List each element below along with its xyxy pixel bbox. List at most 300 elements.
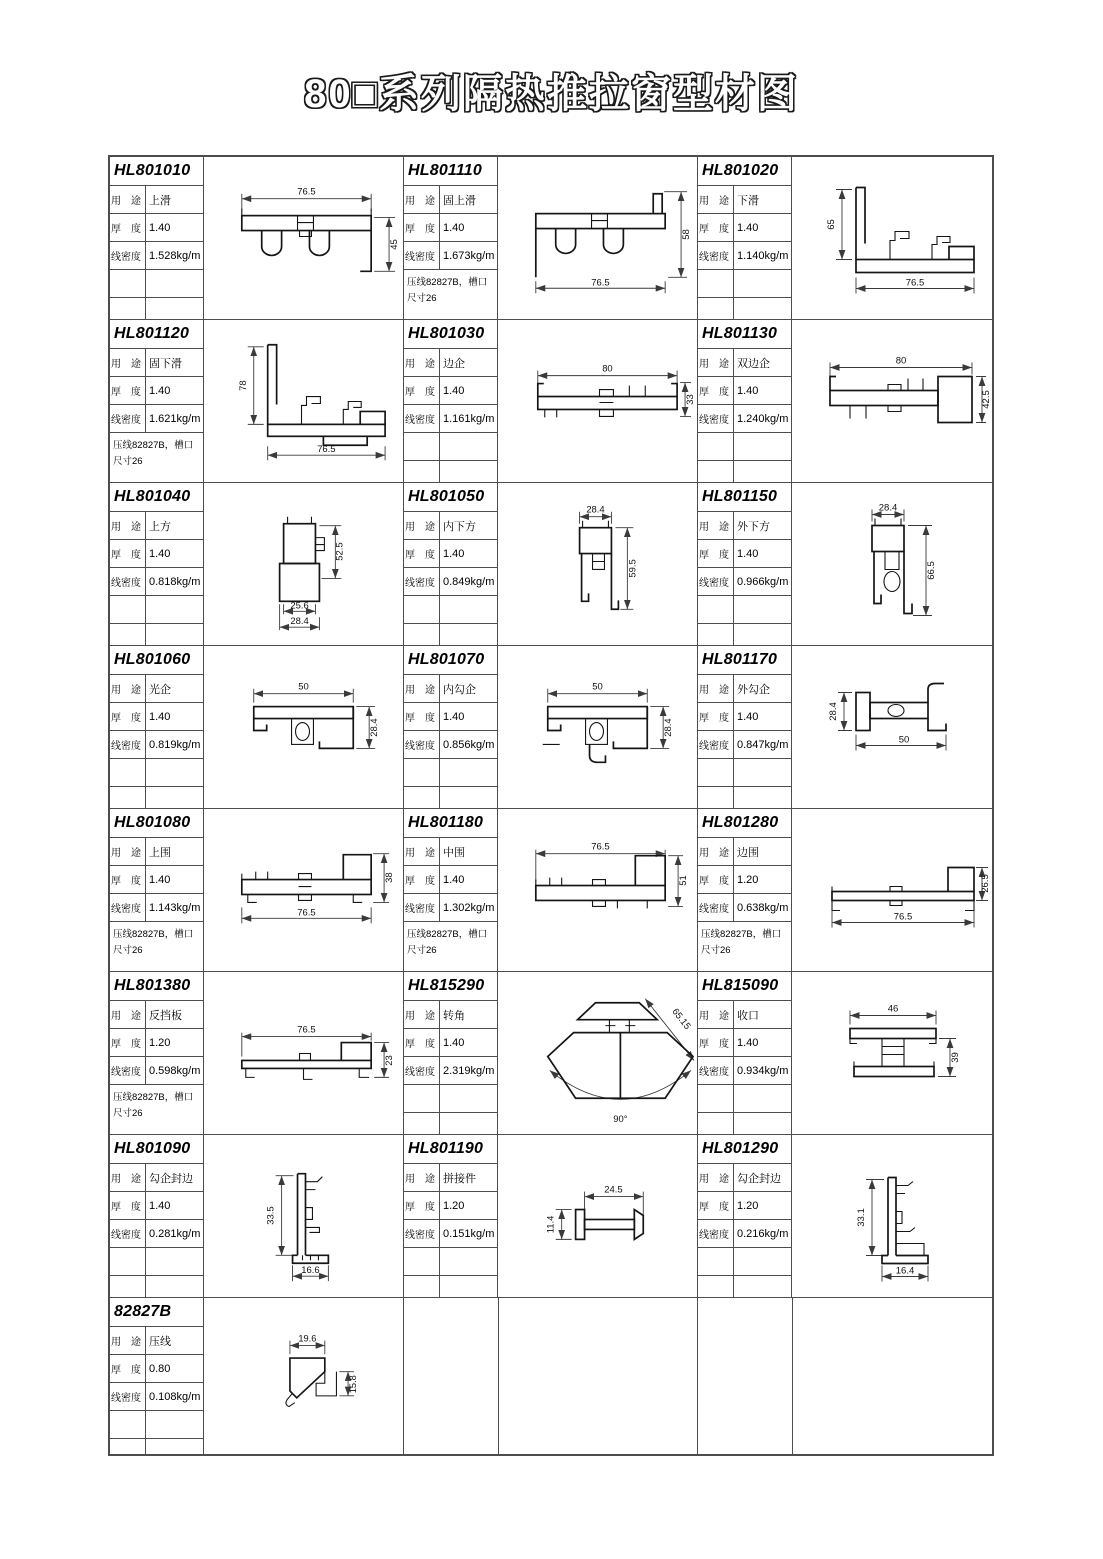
profile-code: HL801180 — [404, 809, 497, 838]
density-value: 1.143kg/m — [149, 901, 201, 914]
profile-shape — [536, 856, 665, 909]
profile-cell — [110, 972, 404, 1135]
empty-row — [698, 1276, 791, 1297]
profile-shape — [254, 707, 354, 749]
empty-table-outline — [698, 1298, 793, 1454]
drawing-area — [792, 483, 992, 645]
profile-drawing — [498, 157, 697, 319]
thickness-value: 1.40 — [737, 547, 759, 560]
profile-code: HL801010 — [110, 157, 203, 186]
use-value: 固上滑 — [443, 194, 476, 207]
thickness-value: 1.40 — [149, 1199, 171, 1212]
use-value: 上方 — [149, 520, 171, 533]
use-label: 用 途 — [698, 1164, 734, 1191]
use-value: 拼接件 — [443, 1172, 476, 1185]
dim-label: 76.5 — [317, 444, 336, 456]
use-value: 上滑 — [149, 194, 171, 207]
empty-row — [698, 1248, 791, 1276]
density-value: 0.216kg/m — [737, 1227, 789, 1240]
use-label: 用 途 — [404, 1001, 440, 1028]
profile-cell — [110, 1298, 404, 1454]
profile-shape — [832, 868, 974, 911]
use-label: 用 途 — [698, 1001, 734, 1028]
density-value: 1.621kg/m — [149, 412, 201, 425]
use-value: 勾企封边 — [149, 1172, 193, 1185]
profile-cell — [698, 809, 992, 972]
profile-drawing — [792, 809, 992, 971]
profile-code: HL801170 — [698, 646, 791, 675]
profile-drawing — [498, 972, 697, 1134]
dim-label: 25.6 — [290, 600, 309, 612]
profile-shape — [882, 1178, 928, 1264]
note-text: 压线82827B，槽口尺寸26 — [113, 440, 194, 468]
dim-label: 50 — [298, 681, 309, 693]
empty-row — [404, 759, 497, 787]
density-value: 0.819kg/m — [149, 738, 201, 751]
density-label: 线密度 — [110, 242, 146, 269]
profile-drawing — [498, 809, 697, 971]
profile-cell — [404, 809, 698, 972]
drawing-area — [498, 320, 697, 482]
empty-row — [404, 1085, 497, 1113]
profile-shape — [268, 345, 385, 445]
use-value: 内勾企 — [443, 683, 476, 696]
dim-label: 28.4 — [290, 616, 309, 628]
dimension-lines — [548, 682, 674, 749]
dim-label: 76.5 — [297, 907, 316, 919]
dim-label: 15.8 — [347, 1375, 358, 1394]
spec-table — [698, 157, 792, 319]
empty-cell — [404, 1298, 698, 1454]
profile-shape — [242, 209, 371, 272]
use-label: 用 途 — [110, 1327, 146, 1354]
thickness-label: 厚 度 — [698, 214, 734, 241]
profile-code: HL801380 — [110, 972, 203, 1001]
spec-table — [404, 809, 498, 971]
profile-drawing — [498, 1135, 697, 1297]
dimension-lines — [238, 347, 385, 460]
dim-label: 28.4 — [663, 718, 675, 737]
spec-table — [110, 1298, 204, 1454]
use-label: 用 途 — [110, 1001, 146, 1028]
profile-code: HL801040 — [110, 483, 203, 512]
profile-cell — [110, 1135, 404, 1298]
profile-drawing — [792, 483, 992, 645]
density-value: 1.140kg/m — [737, 249, 789, 262]
use-label: 用 途 — [110, 838, 146, 865]
use-value: 反挡板 — [149, 1009, 182, 1022]
density-label: 线密度 — [698, 731, 734, 758]
empty-row — [698, 461, 791, 482]
empty-row — [110, 596, 203, 624]
profile-cell — [110, 320, 404, 483]
drawing-area — [792, 972, 992, 1134]
profile-code: HL801080 — [110, 809, 203, 838]
note-text: 压线82827B，槽口尺寸26 — [701, 929, 782, 957]
empty-row — [110, 270, 203, 298]
dim-label: 45 — [389, 239, 401, 250]
profile-drawing — [498, 320, 697, 482]
dimension-lines — [280, 526, 346, 630]
dim-label: 76.5 — [591, 277, 610, 289]
profile-drawing — [204, 809, 403, 971]
dimension-lines — [550, 999, 694, 1125]
dimension-lines — [832, 868, 991, 928]
density-value: 0.281kg/m — [149, 1227, 201, 1240]
thickness-label: 厚 度 — [698, 1192, 734, 1219]
density-value: 0.934kg/m — [737, 1064, 789, 1077]
profile-shape — [850, 1029, 936, 1077]
drawing-area — [498, 483, 697, 645]
profile-cell — [404, 157, 698, 320]
empty-row — [404, 1276, 497, 1297]
spec-table — [404, 157, 498, 319]
profile-shape — [830, 377, 972, 423]
density-value: 0.966kg/m — [737, 575, 789, 588]
profile-drawing — [204, 1135, 403, 1297]
dimension-lines — [242, 187, 400, 272]
density-label: 线密度 — [404, 405, 440, 432]
use-value: 上围 — [149, 846, 171, 859]
profile-cell — [404, 483, 698, 646]
profile-code: HL801130 — [698, 320, 791, 349]
use-value: 收口 — [737, 1009, 759, 1022]
density-label: 线密度 — [110, 1383, 146, 1410]
empty-row — [110, 624, 203, 645]
thickness-value: 1.20 — [737, 873, 759, 886]
profile-code: HL815290 — [404, 972, 497, 1001]
use-value: 光企 — [149, 683, 171, 696]
profile-code: HL801060 — [110, 646, 203, 675]
thickness-value: 1.20 — [149, 1036, 171, 1049]
empty-row — [698, 1085, 791, 1113]
spec-table — [110, 320, 204, 482]
empty-row — [110, 787, 203, 808]
dim-label: 39 — [950, 1052, 961, 1063]
use-label: 用 途 — [698, 838, 734, 865]
drawing-area — [498, 1135, 697, 1297]
thickness-value: 1.40 — [443, 710, 465, 723]
dimension-lines — [538, 364, 696, 417]
use-value: 边企 — [443, 357, 465, 370]
density-label: 线密度 — [698, 405, 734, 432]
empty-row — [110, 1276, 203, 1297]
thickness-label: 厚 度 — [110, 540, 146, 567]
thickness-label: 厚 度 — [404, 214, 440, 241]
density-label: 线密度 — [404, 1057, 440, 1084]
thickness-value: 1.40 — [443, 547, 465, 560]
spec-table — [698, 809, 792, 971]
empty-row — [698, 787, 791, 808]
profile-shape — [580, 521, 619, 610]
spec-table — [110, 1135, 204, 1297]
dim-label: 19.6 — [298, 1333, 317, 1344]
spec-table — [404, 646, 498, 808]
density-value: 0.151kg/m — [443, 1227, 495, 1240]
use-value: 压线 — [149, 1335, 171, 1348]
density-value: 1.302kg/m — [443, 901, 495, 914]
profile-shape — [576, 1210, 644, 1240]
use-label: 用 途 — [698, 349, 734, 376]
profile-shape — [536, 194, 665, 278]
empty-row — [110, 1411, 203, 1439]
thickness-value: 1.40 — [149, 710, 171, 723]
dim-label: 33.5 — [265, 1206, 277, 1225]
empty-row — [404, 787, 497, 808]
profile-shape — [293, 1174, 329, 1264]
spec-table — [110, 646, 204, 808]
spec-table — [404, 320, 498, 482]
dimension-lines — [242, 1025, 395, 1078]
spec-table — [404, 972, 498, 1134]
empty-row — [698, 298, 791, 319]
dim-label: 28.4 — [878, 502, 898, 514]
profile-shape — [280, 517, 325, 602]
thickness-value: 1.20 — [443, 1199, 465, 1212]
thickness-value: 1.20 — [737, 1199, 759, 1212]
empty-row — [110, 759, 203, 787]
density-value: 0.849kg/m — [443, 575, 495, 588]
density-value: 0.108kg/m — [149, 1390, 201, 1403]
dim-label: 50 — [592, 681, 603, 693]
profile-grid — [108, 155, 994, 1456]
profile-shape — [856, 684, 946, 731]
density-label: 线密度 — [698, 1057, 734, 1084]
thickness-value: 1.40 — [443, 221, 465, 234]
density-label: 线密度 — [698, 242, 734, 269]
empty-row — [404, 1113, 497, 1134]
profile-code: HL801120 — [110, 320, 203, 349]
profile-code: HL815090 — [698, 972, 791, 1001]
density-value: 1.528kg/m — [149, 249, 201, 262]
note-text: 压线82827B，槽口尺寸26 — [113, 929, 194, 957]
density-label: 线密度 — [110, 1057, 146, 1084]
profile-drawing — [498, 646, 697, 808]
dimension-lines — [536, 192, 692, 293]
density-label: 线密度 — [404, 731, 440, 758]
profile-code: HL801050 — [404, 483, 497, 512]
density-value: 1.161kg/m — [443, 412, 495, 425]
profile-cell — [110, 809, 404, 972]
spec-table — [110, 809, 204, 971]
empty-row — [698, 1113, 791, 1134]
profile-cell — [404, 1135, 698, 1298]
use-label: 用 途 — [110, 675, 146, 702]
dim-label: 58 — [681, 229, 693, 240]
profile-cell — [698, 483, 992, 646]
dim-label: 66.5 — [926, 561, 937, 580]
profile-cell — [698, 646, 992, 809]
thickness-label: 厚 度 — [110, 1355, 146, 1382]
empty-cell — [698, 1298, 992, 1454]
drawing-area — [792, 646, 992, 808]
dim-label: 16.6 — [301, 1265, 320, 1277]
dim-label: 90° — [613, 1114, 628, 1126]
profile-code: HL801150 — [698, 483, 791, 512]
density-label: 线密度 — [698, 568, 734, 595]
profile-cell — [110, 646, 404, 809]
thickness-value: 1.40 — [737, 710, 759, 723]
thickness-value: 1.40 — [443, 1036, 465, 1049]
drawing-area — [498, 646, 697, 808]
drawing-area — [204, 1135, 403, 1297]
use-label: 用 途 — [110, 349, 146, 376]
drawing-area — [498, 157, 697, 319]
thickness-label: 厚 度 — [404, 1029, 440, 1056]
dim-label: 65 — [826, 219, 837, 230]
spec-table — [698, 1135, 792, 1297]
density-label: 线密度 — [404, 1220, 440, 1247]
empty-row — [110, 298, 203, 319]
empty-row — [698, 624, 791, 645]
use-label: 用 途 — [404, 186, 440, 213]
dimension-lines — [546, 1185, 644, 1240]
profile-drawing — [204, 320, 403, 482]
use-label: 用 途 — [698, 512, 734, 539]
dim-label: 80 — [602, 363, 613, 375]
thickness-label: 厚 度 — [404, 540, 440, 567]
profile-cell — [110, 157, 404, 320]
empty-row — [404, 624, 497, 645]
empty-row — [404, 433, 497, 461]
use-value: 转角 — [443, 1009, 465, 1022]
use-label: 用 途 — [404, 838, 440, 865]
use-label: 用 途 — [110, 512, 146, 539]
profile-cell — [404, 320, 698, 483]
drawing-area — [792, 320, 992, 482]
thickness-value: 1.40 — [149, 873, 171, 886]
drawing-area — [204, 483, 403, 645]
dimension-lines — [536, 842, 689, 907]
profile-shape — [242, 855, 371, 903]
drawing-area — [792, 809, 992, 971]
use-label: 用 途 — [404, 349, 440, 376]
drawing-area — [792, 157, 992, 319]
dim-label: 51 — [678, 875, 690, 886]
dim-label: 26.5 — [980, 874, 991, 893]
empty-row — [698, 433, 791, 461]
drawing-area — [204, 157, 403, 319]
spec-table — [698, 320, 792, 482]
dim-label: 38 — [384, 872, 396, 883]
density-value: 0.847kg/m — [737, 738, 789, 751]
dimension-lines — [850, 1004, 961, 1077]
profile-code: HL801030 — [404, 320, 497, 349]
density-value: 0.818kg/m — [149, 575, 201, 588]
dim-label: 33.1 — [856, 1208, 867, 1227]
note-text: 压线82827B，槽口尺寸26 — [407, 277, 488, 305]
density-value: 0.638kg/m — [737, 901, 789, 914]
dim-label: 65.15 — [669, 1006, 693, 1032]
dim-label: 11.4 — [545, 1215, 557, 1234]
profile-drawing — [204, 972, 403, 1134]
dim-label: 23 — [384, 1055, 396, 1066]
empty-row — [110, 1439, 203, 1454]
dim-label: 76.5 — [591, 841, 610, 853]
profile-drawing — [792, 1135, 992, 1297]
density-label: 线密度 — [110, 1220, 146, 1247]
dim-label: 78 — [237, 380, 249, 391]
thickness-label: 厚 度 — [698, 703, 734, 730]
profile-drawing — [792, 972, 992, 1134]
dimension-lines — [290, 1334, 358, 1396]
dim-label: 16.4 — [895, 1265, 915, 1277]
density-label: 线密度 — [404, 894, 440, 921]
thickness-label: 厚 度 — [698, 540, 734, 567]
profile-drawing — [498, 483, 697, 645]
profile-drawing — [204, 483, 403, 645]
profile-cell — [698, 972, 992, 1135]
use-value: 外勾企 — [737, 683, 770, 696]
drawing-area — [204, 1298, 403, 1454]
thickness-value: 1.40 — [149, 384, 171, 397]
use-label: 用 途 — [110, 1164, 146, 1191]
drawing-area — [204, 972, 403, 1134]
use-value: 勾企封边 — [737, 1172, 781, 1185]
thickness-label: 厚 度 — [404, 866, 440, 893]
empty-row — [404, 596, 497, 624]
thickness-value: 1.40 — [443, 384, 465, 397]
spec-table — [404, 1135, 498, 1297]
dimension-lines — [826, 190, 974, 294]
page-title: 80□系列隔热推拉窗型材图 — [304, 72, 799, 116]
profile-cell — [698, 157, 992, 320]
dim-label: 42.5 — [981, 390, 992, 409]
empty-row — [698, 270, 791, 298]
density-label: 线密度 — [110, 894, 146, 921]
density-value: 0.856kg/m — [443, 738, 495, 751]
thickness-label: 厚 度 — [698, 1029, 734, 1056]
profile-drawing — [204, 1298, 403, 1454]
profile-code: 82827B — [110, 1298, 203, 1327]
profile-drawing — [204, 646, 403, 808]
thickness-label: 厚 度 — [698, 377, 734, 404]
use-value: 固下滑 — [149, 357, 182, 370]
density-value: 1.673kg/m — [443, 249, 495, 262]
drawing-area — [204, 646, 403, 808]
use-label: 用 途 — [404, 512, 440, 539]
thickness-value: 1.40 — [737, 384, 759, 397]
thickness-label: 厚 度 — [110, 1192, 146, 1219]
spec-table — [110, 483, 204, 645]
drawing-area — [204, 809, 403, 971]
use-value: 外下方 — [737, 520, 770, 533]
profile-cell — [698, 320, 992, 483]
dimension-lines — [830, 356, 992, 423]
dim-label: 28.4 — [369, 718, 381, 737]
use-value: 中围 — [443, 846, 465, 859]
profile-shape — [286, 1358, 337, 1406]
thickness-value: 1.40 — [149, 221, 171, 234]
profile-code: HL801290 — [698, 1135, 791, 1164]
profile-drawing — [792, 157, 992, 319]
spec-table — [404, 483, 498, 645]
spec-table — [698, 646, 792, 808]
thickness-label: 厚 度 — [110, 866, 146, 893]
density-label: 线密度 — [404, 568, 440, 595]
profile-drawing — [792, 646, 992, 808]
profile-shape — [538, 384, 677, 418]
thickness-label: 厚 度 — [110, 377, 146, 404]
density-label: 线密度 — [110, 731, 146, 758]
dim-label: 46 — [887, 1003, 899, 1015]
thickness-value: 0.80 — [149, 1362, 171, 1375]
empty-row — [110, 1248, 203, 1276]
density-value: 1.240kg/m — [737, 412, 789, 425]
dim-label: 76.5 — [297, 186, 316, 198]
thickness-label: 厚 度 — [698, 866, 734, 893]
profile-cell — [404, 972, 698, 1135]
